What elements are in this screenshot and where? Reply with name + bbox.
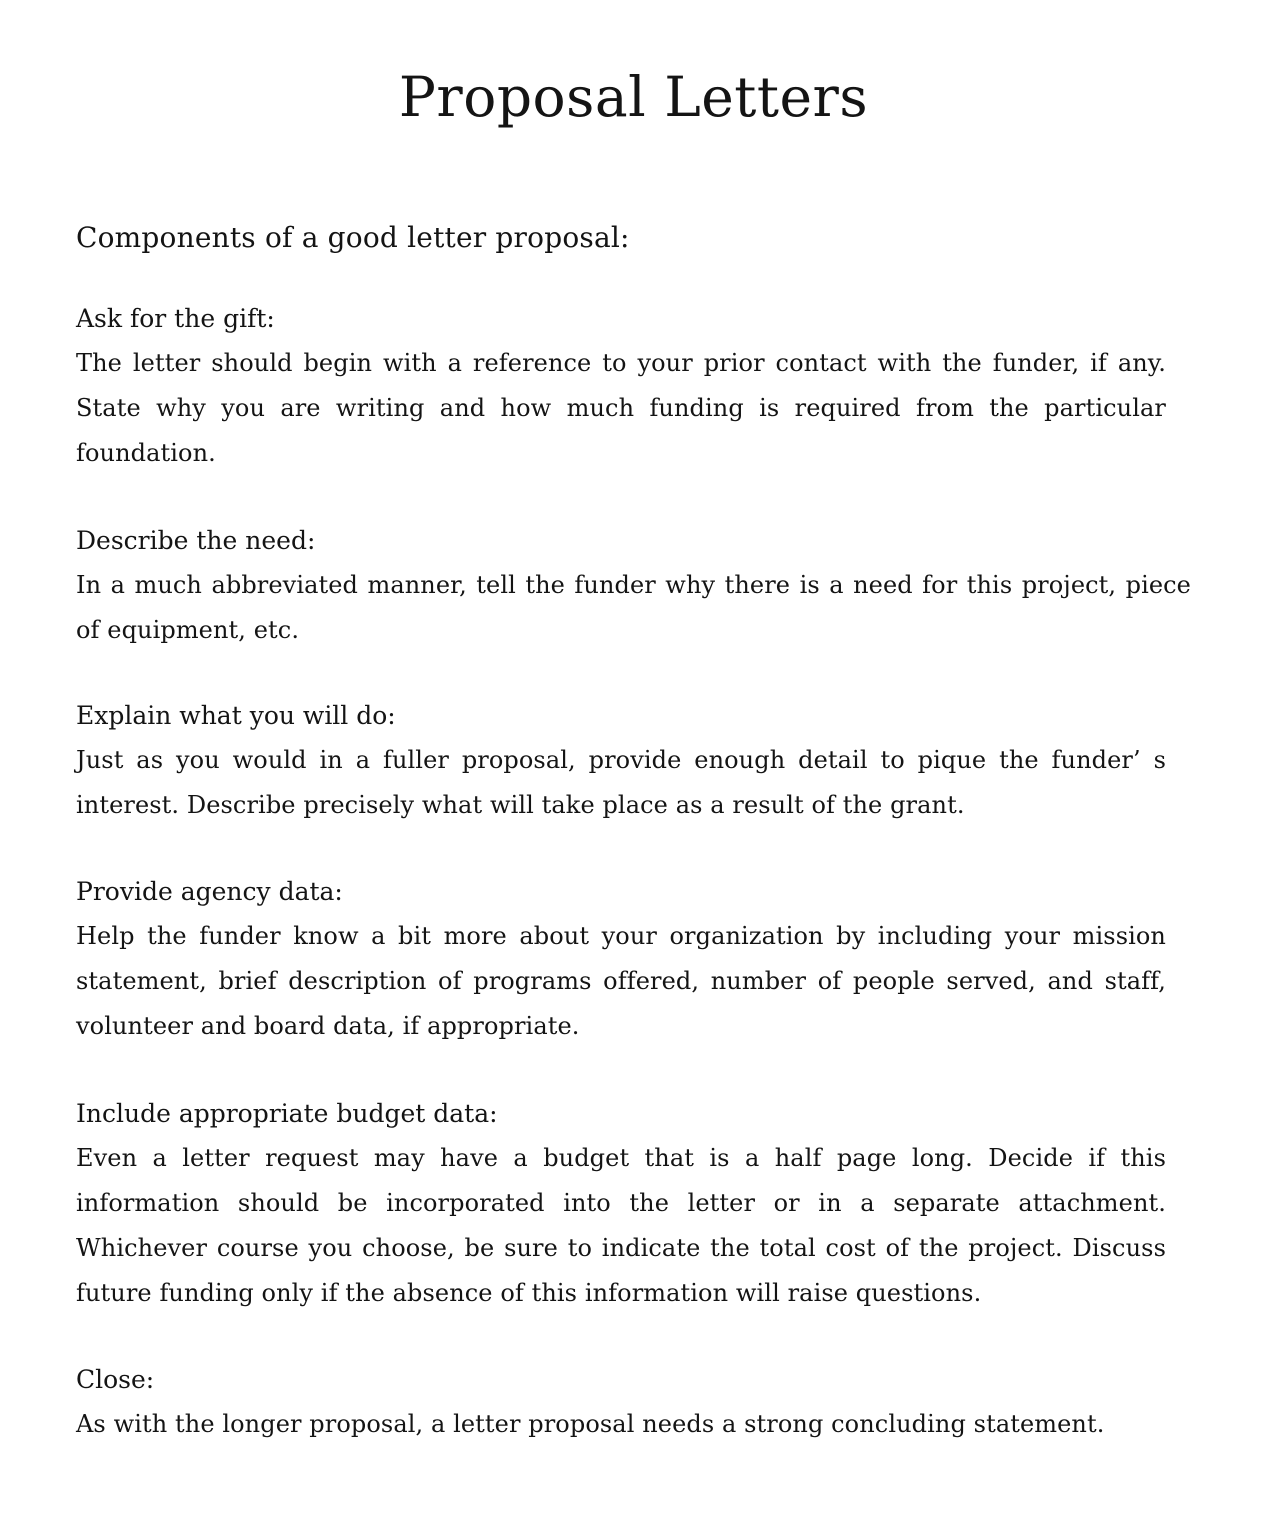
- document-title: Proposal Letters: [398, 65, 869, 129]
- section-heading: Explain what you will do:: [76, 701, 396, 730]
- section-describe-need: [76, 519, 1191, 653]
- section-ask-for-gift: [76, 297, 1166, 476]
- section-budget-data: [76, 1092, 1166, 1316]
- section-heading: Include appropriate budget data:: [76, 1099, 498, 1128]
- section-body: In a much abbreviated manner, tell the funder why there is a need for this project, piece of equipment, etc.: [76, 571, 1191, 644]
- intro-line: Components of a good letter proposal:: [76, 221, 630, 254]
- section-heading: Ask for the gift:: [76, 304, 275, 333]
- section-provide-agency-data: [76, 870, 1166, 1049]
- section-heading: Close:: [76, 1365, 155, 1394]
- section-body: As with the longer proposal, a letter proposal needs a strong concluding statement.: [76, 1410, 1105, 1438]
- section-heading: Provide agency data:: [76, 877, 343, 906]
- section-body: The letter should begin with a reference to your prior contact with the funder, if any. State why you are writing and how much funding is required from the particular foundation.: [76, 349, 1166, 467]
- section-heading: Describe the need:: [76, 526, 316, 555]
- section-body: Even a letter request may have a budget that is a half page long. Decide if this information should be incorporated into the letter or in a separate attachment. Whichever course you choose, be sure to indicate the total cost of the project. Discuss future funding only if the absence of this information will raise questions.: [76, 1144, 1166, 1307]
- section-explain-what-you-will-do: [76, 694, 1166, 828]
- section-body: Just as you would in a fuller proposal, provide enough detail to pique the funder’ s interest. Describe precisely what will take place as a result of the grant.: [76, 746, 1166, 819]
- section-close: [76, 1358, 1166, 1447]
- section-body: Help the funder know a bit more about your organization by including your mission statement, brief description of programs offered, number of people served, and staff, volunteer and board data, if appropriate.: [76, 922, 1166, 1040]
